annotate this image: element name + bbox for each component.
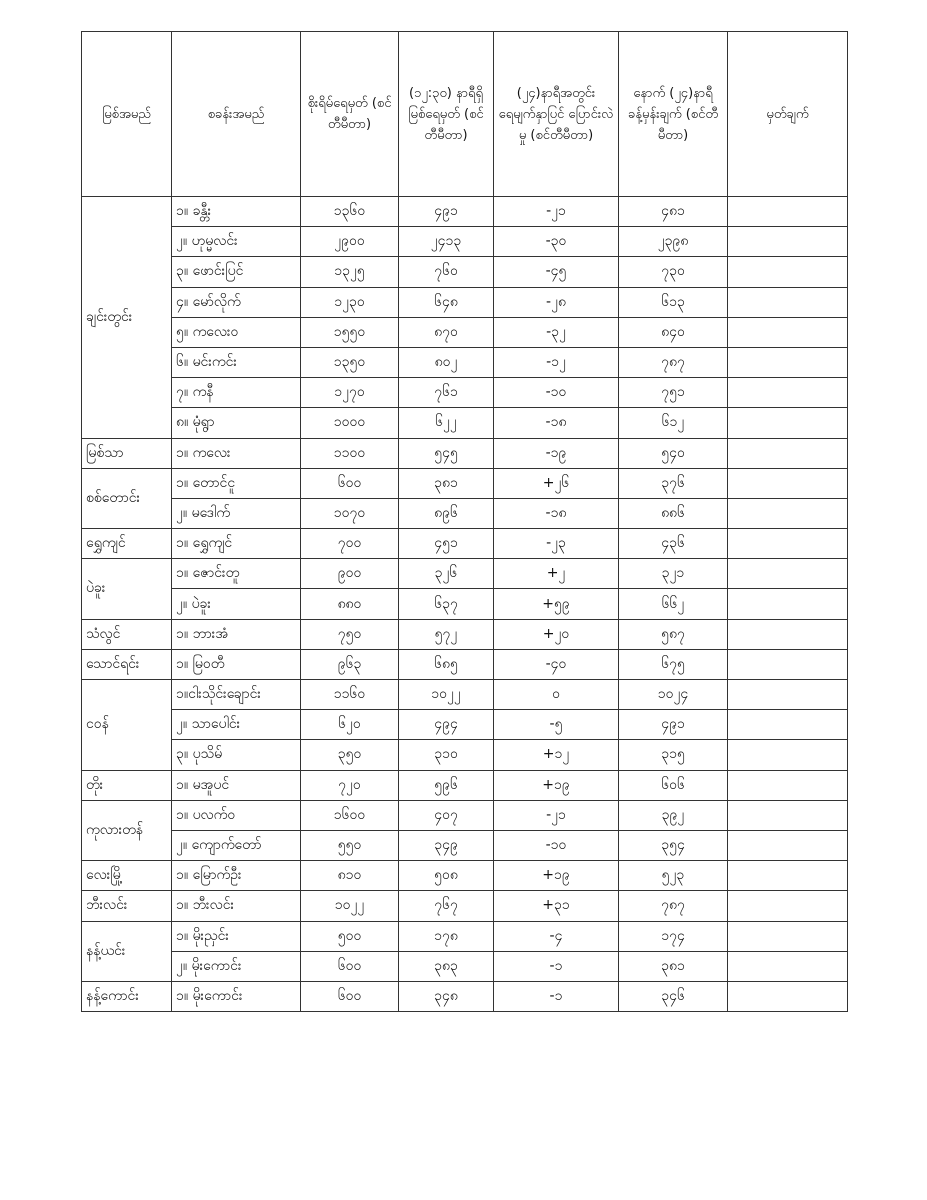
- table-row: [82, 951, 848, 981]
- remarks-cell: [728, 559, 848, 589]
- remarks-cell: [728, 951, 848, 981]
- danger-level-cell: ၂၉၀၀: [301, 227, 399, 257]
- change-cell: -၁၀: [494, 830, 619, 860]
- change-cell: +၂၀: [494, 619, 619, 649]
- change-cell: ၀: [494, 680, 619, 710]
- remarks-cell: [728, 770, 848, 800]
- forecast-cell: ၇၈၇: [619, 347, 728, 377]
- station-cell: ၂။ သာပေါင်း: [172, 710, 301, 740]
- forecast-cell: ၈၈၆: [619, 498, 728, 528]
- danger-level-cell: ၃၅၀: [301, 740, 399, 770]
- forecast-cell: ၈၄၀: [619, 317, 728, 347]
- remarks-cell: [728, 680, 848, 710]
- table-row: [82, 861, 848, 891]
- danger-level-cell: ၇၀၀: [301, 529, 399, 559]
- water-level-cell: ၇၆၇: [399, 891, 494, 921]
- danger-level-cell: ၅၅၀: [301, 830, 399, 860]
- header-station: စခန်းအမည်: [172, 32, 301, 197]
- water-level-cell: ၈၉၆: [399, 498, 494, 528]
- station-cell: ၁။ မြောက်ဦး: [172, 861, 301, 891]
- remarks-cell: [728, 438, 848, 468]
- remarks-cell: [728, 408, 848, 438]
- danger-level-cell: ၁၃၆၀: [301, 197, 399, 227]
- table-row: [82, 921, 848, 951]
- remarks-cell: [728, 619, 848, 649]
- forecast-cell: ၆၁၂: [619, 408, 728, 438]
- water-level-cell: ၅၉၆: [399, 770, 494, 800]
- station-cell: ၁။ မိုးကောင်း: [172, 981, 301, 1011]
- station-cell: ၁။ ကလေး: [172, 438, 301, 468]
- change-cell: -၂၈: [494, 287, 619, 317]
- danger-level-cell: ၁၁၀၀: [301, 438, 399, 468]
- change-cell: -၁၂: [494, 347, 619, 377]
- change-cell: -၁၈: [494, 408, 619, 438]
- table-row: [82, 710, 848, 740]
- change-cell: -၃၀: [494, 227, 619, 257]
- change-cell: -၁: [494, 981, 619, 1011]
- header-row: [82, 32, 848, 197]
- remarks-cell: [728, 468, 848, 498]
- table-row: [82, 498, 848, 528]
- remarks-cell: [728, 197, 848, 227]
- station-cell: ၂။ မိုးကောင်း: [172, 951, 301, 981]
- change-cell: -၄၅: [494, 257, 619, 287]
- table-row: [82, 347, 848, 377]
- forecast-cell: ၃၈၁: [619, 951, 728, 981]
- danger-level-cell: ၁၂၇၀: [301, 378, 399, 408]
- change-cell: +၃၁: [494, 891, 619, 921]
- remarks-cell: [728, 891, 848, 921]
- river-name-cell: သံလွင်: [82, 619, 172, 649]
- river-name-cell: လေးမြို့: [82, 861, 172, 891]
- table-row: [82, 468, 848, 498]
- station-cell: ၈။ မုံရွာ: [172, 408, 301, 438]
- station-cell: ၁။ ဘီးလင်း: [172, 891, 301, 921]
- danger-level-cell: ၈၈၀: [301, 589, 399, 619]
- station-cell: ၄။ မော်လိုက်: [172, 287, 301, 317]
- header-water-level: (၁၂:၃၀) နာရီရှိ မြစ်ရေမှတ် (စင်တီမီတာ): [399, 32, 494, 197]
- danger-level-cell: ၉၆၃: [301, 649, 399, 679]
- river-name-cell: ချင်းတွင်း: [82, 197, 172, 439]
- station-cell: ၁။ မိုးညှင်း: [172, 921, 301, 951]
- water-level-cell: ၃၄၈: [399, 981, 494, 1011]
- water-level-cell: ၅၇၂: [399, 619, 494, 649]
- table-row: [82, 649, 848, 679]
- station-cell: ၂။ မဒေါက်: [172, 498, 301, 528]
- danger-level-cell: ၁၃၅၀: [301, 347, 399, 377]
- water-level-cell: ၃၂၆: [399, 559, 494, 589]
- danger-level-cell: ၁၀၀၀: [301, 408, 399, 438]
- river-name-cell: တိုး: [82, 770, 172, 800]
- danger-level-cell: ၁၀၇၀: [301, 498, 399, 528]
- forecast-cell: ၁၀၂၄: [619, 680, 728, 710]
- header-change-24h: (၂၄)နာရီအတွင်း ရေမျက်နှာပြင် ပြောင်းလဲမှု (စင်တီမီတာ): [494, 32, 619, 197]
- danger-level-cell: ၁၂၃၀: [301, 287, 399, 317]
- station-cell: ၂။ ဟုမ္မလင်း: [172, 227, 301, 257]
- remarks-cell: [728, 649, 848, 679]
- water-level-cell: ၂၄၁၃: [399, 227, 494, 257]
- water-level-cell: ၁၀၂၂: [399, 680, 494, 710]
- change-cell: +၁၉: [494, 770, 619, 800]
- table-row: [82, 317, 848, 347]
- change-cell: -၅: [494, 710, 619, 740]
- danger-level-cell: ၁၅၅၀: [301, 317, 399, 347]
- change-cell: +၂: [494, 559, 619, 589]
- water-level-cell: ၈၀၂: [399, 347, 494, 377]
- water-level-cell: ၄၉၁: [399, 197, 494, 227]
- header-remarks: မှတ်ချက်: [728, 32, 848, 197]
- water-level-cell: ၆၄၈: [399, 287, 494, 317]
- change-cell: +၁၉: [494, 861, 619, 891]
- station-cell: ၁။ ဇောင်းတူ: [172, 559, 301, 589]
- danger-level-cell: ၇၅၀: [301, 619, 399, 649]
- station-cell: ၁။ ပလက်ဝ: [172, 800, 301, 830]
- change-cell: -၁၈: [494, 498, 619, 528]
- river-name-cell: စစ်တောင်း: [82, 468, 172, 528]
- forecast-cell: ၅၄၀: [619, 438, 728, 468]
- danger-level-cell: ၉၀၀: [301, 559, 399, 589]
- remarks-cell: [728, 529, 848, 559]
- table-row: [82, 830, 848, 860]
- change-cell: -၄: [494, 921, 619, 951]
- water-level-cell: ၃၁၀: [399, 740, 494, 770]
- station-cell: ၁။ ဘားအံ: [172, 619, 301, 649]
- danger-level-cell: ၁၆၀၀: [301, 800, 399, 830]
- forecast-cell: ၃၁၅: [619, 740, 728, 770]
- station-cell: ၁။ငါးသိုင်းချောင်း: [172, 680, 301, 710]
- station-cell: ၂။ ပဲခူး: [172, 589, 301, 619]
- forecast-cell: ၃၉၂: [619, 800, 728, 830]
- water-level-cell: ၄၅၁: [399, 529, 494, 559]
- remarks-cell: [728, 830, 848, 860]
- change-cell: -၂၃: [494, 529, 619, 559]
- danger-level-cell: ၁၁၆၀: [301, 680, 399, 710]
- remarks-cell: [728, 921, 848, 951]
- table-row: [82, 378, 848, 408]
- remarks-cell: [728, 740, 848, 770]
- remarks-cell: [728, 498, 848, 528]
- water-level-cell: ၇၆၀: [399, 257, 494, 287]
- station-cell: ၁။ မအူပင်: [172, 770, 301, 800]
- river-name-cell: နန့်ကောင်း: [82, 981, 172, 1011]
- water-level-cell: ၆၂၂: [399, 408, 494, 438]
- forecast-cell: ၇၃၀: [619, 257, 728, 287]
- station-cell: ၇။ ကနီ: [172, 378, 301, 408]
- table-row: [82, 438, 848, 468]
- change-cell: -၁၀: [494, 378, 619, 408]
- remarks-cell: [728, 257, 848, 287]
- forecast-cell: ၄၉၁: [619, 710, 728, 740]
- water-level-cell: ၄၉၄: [399, 710, 494, 740]
- change-cell: +၅၉: [494, 589, 619, 619]
- station-cell: ၁။ ခန္တီး: [172, 197, 301, 227]
- forecast-cell: ၂၃၉၈: [619, 227, 728, 257]
- forecast-cell: ၆၀၆: [619, 770, 728, 800]
- forecast-cell: ၃၇၆: [619, 468, 728, 498]
- water-level-cell: ၆၃၇: [399, 589, 494, 619]
- station-cell: ၁။ တောင်ငူ: [172, 468, 301, 498]
- station-cell: ၆။ မင်းကင်း: [172, 347, 301, 377]
- remarks-cell: [728, 287, 848, 317]
- remarks-cell: [728, 378, 848, 408]
- danger-level-cell: ၆၀၀: [301, 951, 399, 981]
- forecast-cell: ၃၂၁: [619, 559, 728, 589]
- change-cell: -၁: [494, 951, 619, 981]
- table-row: [82, 227, 848, 257]
- water-level-cell: ၆၈၅: [399, 649, 494, 679]
- river-name-cell: ရွှေကျင်: [82, 529, 172, 559]
- change-cell: -၃၂: [494, 317, 619, 347]
- remarks-cell: [728, 861, 848, 891]
- remarks-cell: [728, 227, 848, 257]
- table-row: [82, 800, 848, 830]
- forecast-cell: ၆၆၂: [619, 589, 728, 619]
- danger-level-cell: ၁၀၂၂: [301, 891, 399, 921]
- river-name-cell: သောင်ရင်း: [82, 649, 172, 679]
- remarks-cell: [728, 710, 848, 740]
- remarks-cell: [728, 981, 848, 1011]
- river-name-cell: နန့်ယင်း: [82, 921, 172, 981]
- forecast-cell: ၄၈၁: [619, 197, 728, 227]
- water-level-cell: ၃၈၃: [399, 951, 494, 981]
- table-body: [82, 197, 848, 1012]
- river-name-cell: ပဲခူး: [82, 559, 172, 619]
- station-cell: ၃။ ဖောင်းပြင်: [172, 257, 301, 287]
- remarks-cell: [728, 317, 848, 347]
- danger-level-cell: ၇၂၀: [301, 770, 399, 800]
- danger-level-cell: ၁၃၂၅: [301, 257, 399, 287]
- water-level-cell: ၅၀၈: [399, 861, 494, 891]
- change-cell: -၂၁: [494, 800, 619, 830]
- table-row: [82, 287, 848, 317]
- danger-level-cell: ၆၂၀: [301, 710, 399, 740]
- table-row: [82, 619, 848, 649]
- header-forecast: နောက် (၂၄)နာရီ ခန့်မှန်းချက် (စင်တီမီတာ): [619, 32, 728, 197]
- change-cell: +၂၆: [494, 468, 619, 498]
- danger-level-cell: ၆၀၀: [301, 981, 399, 1011]
- danger-level-cell: ၈၁၀: [301, 861, 399, 891]
- header-danger-level: စိုးရိမ်ရေမှတ် (စင်တီမီတာ): [301, 32, 399, 197]
- water-level-cell: ၈၇၀: [399, 317, 494, 347]
- forecast-cell: ၇၈၇: [619, 891, 728, 921]
- danger-level-cell: ၅၀၀: [301, 921, 399, 951]
- water-level-cell: ၁၇၈: [399, 921, 494, 951]
- table-row: [82, 559, 848, 589]
- water-level-cell: ၃၄၉: [399, 830, 494, 860]
- water-level-cell: ၇၆၁: [399, 378, 494, 408]
- table-row: [82, 257, 848, 287]
- forecast-cell: ၁၇၄: [619, 921, 728, 951]
- station-cell: ၂။ ကျောက်တော်: [172, 830, 301, 860]
- water-level-cell: ၅၄၅: [399, 438, 494, 468]
- table-row: [82, 589, 848, 619]
- danger-level-cell: ၆၀၀: [301, 468, 399, 498]
- forecast-cell: ၆၁၃: [619, 287, 728, 317]
- water-level-cell: ၄၀၇: [399, 800, 494, 830]
- table-row: [82, 408, 848, 438]
- table-row: [82, 891, 848, 921]
- forecast-cell: ၅၈၇: [619, 619, 728, 649]
- station-cell: ၃။ ပုသိမ်: [172, 740, 301, 770]
- change-cell: -၄၀: [494, 649, 619, 679]
- change-cell: -၁၉: [494, 438, 619, 468]
- header-river: မြစ်အမည်: [82, 32, 172, 197]
- forecast-cell: ၄၃၆: [619, 529, 728, 559]
- station-cell: ၅။ ကလေးဝ: [172, 317, 301, 347]
- table-row: [82, 197, 848, 227]
- river-name-cell: ငဝန်: [82, 680, 172, 771]
- river-water-level-table: [81, 31, 848, 1012]
- water-level-cell: ၃၈၁: [399, 468, 494, 498]
- river-name-cell: ကုလားတန်: [82, 800, 172, 860]
- table-row: [82, 740, 848, 770]
- table-row: [82, 981, 848, 1011]
- table-row: [82, 529, 848, 559]
- table-row: [82, 770, 848, 800]
- change-cell: +၁၂: [494, 740, 619, 770]
- forecast-cell: ၃၄၆: [619, 981, 728, 1011]
- table-row: [82, 680, 848, 710]
- remarks-cell: [728, 800, 848, 830]
- remarks-cell: [728, 347, 848, 377]
- station-cell: ၁။ ရွှေကျင်: [172, 529, 301, 559]
- forecast-cell: ၆၇၅: [619, 649, 728, 679]
- forecast-cell: ၇၅၁: [619, 378, 728, 408]
- station-cell: ၁။ မြဝတီ: [172, 649, 301, 679]
- change-cell: -၂၁: [494, 197, 619, 227]
- remarks-cell: [728, 589, 848, 619]
- river-name-cell: ဘီးလင်း: [82, 891, 172, 921]
- forecast-cell: ၅၂၃: [619, 861, 728, 891]
- forecast-cell: ၃၅၄: [619, 830, 728, 860]
- river-name-cell: မြစ်သာ: [82, 438, 172, 468]
